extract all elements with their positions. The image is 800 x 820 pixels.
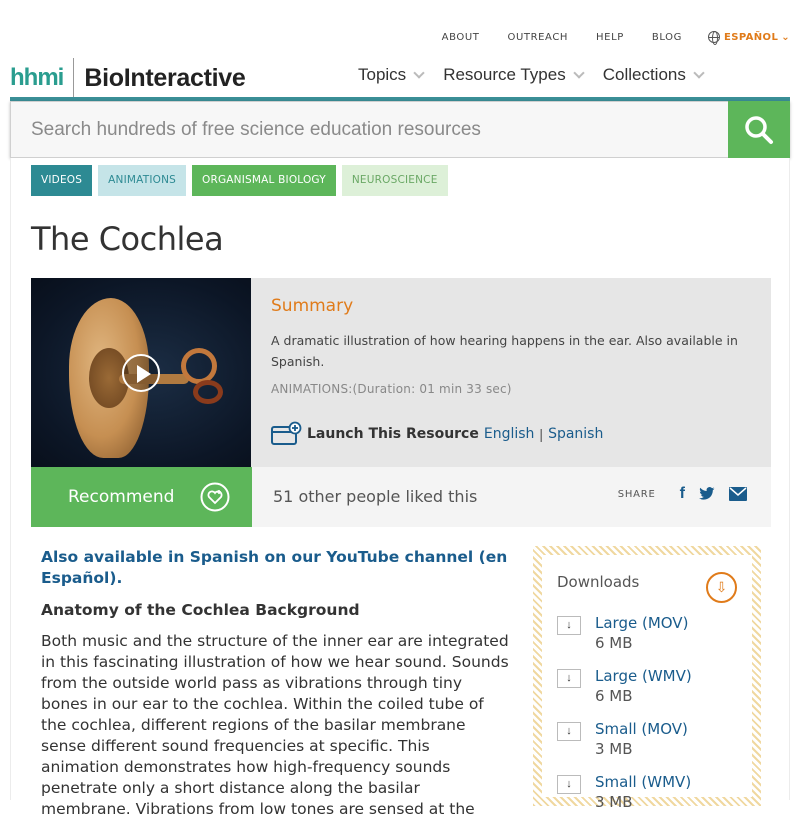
biointeractive-logo: BioInteractive — [84, 63, 246, 92]
nav-topics[interactable] — [358, 65, 423, 85]
site-logo[interactable] — [10, 58, 245, 98]
recommend-label: Recommend — [68, 487, 175, 507]
utility-nav — [414, 30, 790, 44]
launch-separator: | — [539, 426, 544, 442]
youtube-spanish-link[interactable]: Also available in Spanish on our YouTube channel (en Español). — [41, 548, 508, 587]
launch-spanish-link[interactable]: Spanish — [548, 426, 604, 442]
download-size: 6 MB — [595, 634, 633, 652]
twitter-icon[interactable] — [699, 487, 715, 501]
recommend-button[interactable] — [31, 467, 252, 527]
nav-resource-types[interactable] — [443, 65, 583, 85]
hhmi-logo: hhmi — [10, 64, 64, 91]
email-icon[interactable] — [729, 487, 747, 501]
language-label: ESPAÑOL — [723, 31, 779, 43]
download-size: 3 MB — [595, 793, 633, 811]
launch-window-icon — [271, 422, 301, 446]
main-content — [10, 158, 790, 818]
download-name[interactable]: Small (WMV) — [595, 773, 692, 791]
search-input[interactable] — [10, 101, 728, 158]
download-arrow-icon: ↓ — [557, 775, 581, 794]
downloads-box — [533, 546, 761, 811]
cochlea-coil — [181, 348, 217, 384]
tag-animations[interactable]: ANIMATIONS — [98, 165, 186, 196]
download-item[interactable] — [557, 719, 737, 759]
download-name[interactable]: Large (WMV) — [595, 667, 692, 685]
launch-label: Launch This Resource — [307, 426, 479, 442]
download-item[interactable] — [557, 613, 737, 653]
nav-link-about[interactable]: ABOUT — [441, 31, 480, 43]
article-body — [41, 547, 511, 820]
nav-topics-label: Topics — [358, 65, 407, 84]
tag-videos[interactable]: VIDEOS — [31, 165, 92, 196]
nav-resource-types-label: Resource Types — [443, 65, 566, 84]
facebook-icon[interactable]: f — [679, 485, 685, 502]
launch-resource — [271, 422, 603, 446]
launch-english-link[interactable]: English — [483, 426, 535, 442]
article-paragraph: Both music and the structure of the inner ear are integrated in this fascinating illustration of how we hear sound. Sounds from the outside world pass as vibrations through tiny bones in our ear to the cochlea. Within the coiled tube of the cochlea, different regions of the basilar membrane sense different sound frequencies at specific. This animation demonstrates how high-frequency sounds penetrate only a short distance along the basilar membrane. Vibrations from low tones are sensed at the — [41, 632, 509, 818]
summary-panel — [251, 278, 771, 467]
likes-count: 51 other people liked this — [273, 487, 478, 506]
nav-link-blog[interactable]: BLOG — [651, 31, 682, 43]
main-nav — [358, 65, 723, 85]
download-name[interactable]: Large (MOV) — [595, 614, 689, 632]
download-arrow-icon: ↓ — [557, 669, 581, 688]
page-title: The Cochlea — [31, 220, 224, 258]
recommend-row — [31, 467, 771, 527]
downloads-list — [557, 613, 737, 812]
chevron-down-icon: ⌄ — [781, 31, 790, 43]
share-bar — [618, 485, 747, 503]
download-name[interactable]: Small (MOV) — [595, 720, 688, 738]
downloads-heading: Downloads — [557, 573, 640, 591]
summary-description: A dramatic illustration of how hearing happens in the ear. Also available in Spanish. — [271, 333, 738, 369]
nav-link-help[interactable]: HELP — [596, 31, 624, 43]
tag-list — [31, 165, 448, 196]
article-heading: Anatomy of the Cochlea Background — [41, 601, 360, 619]
language-selector[interactable] — [708, 31, 790, 43]
nav-collections-label: Collections — [602, 65, 686, 84]
download-size: 6 MB — [595, 687, 633, 705]
download-item[interactable] — [557, 666, 737, 706]
resource-card — [31, 278, 771, 527]
search-button[interactable] — [728, 101, 790, 158]
resource-meta: ANIMATIONS:(Duration: 01 min 33 sec) — [271, 382, 512, 396]
heart-plus-icon — [200, 482, 230, 512]
download-size: 3 MB — [595, 740, 633, 758]
search-bar — [10, 101, 790, 158]
share-label: SHARE — [617, 488, 656, 500]
download-arrow-icon: ↓ — [557, 616, 581, 635]
tag-neuroscience[interactable]: NEUROSCIENCE — [342, 165, 448, 196]
play-icon[interactable] — [122, 354, 160, 392]
download-item[interactable] — [557, 772, 737, 812]
logo-divider — [73, 58, 74, 98]
tag-organismal-biology[interactable]: ORGANISMAL BIOLOGY — [192, 165, 336, 196]
chevron-down-icon — [573, 67, 584, 78]
chevron-down-icon — [414, 67, 425, 78]
video-thumbnail[interactable] — [31, 278, 251, 467]
cochlea-coil-inner — [193, 380, 223, 404]
cloud-download-icon: ⇩ — [706, 572, 737, 603]
downloads-inner — [542, 555, 752, 811]
nav-collections[interactable] — [603, 65, 703, 85]
nav-link-outreach[interactable]: OUTREACH — [507, 31, 569, 43]
search-icon — [744, 115, 774, 145]
globe-icon — [708, 31, 720, 43]
download-arrow-icon: ↓ — [557, 722, 581, 741]
summary-heading: Summary — [271, 296, 354, 316]
chevron-down-icon — [693, 67, 704, 78]
